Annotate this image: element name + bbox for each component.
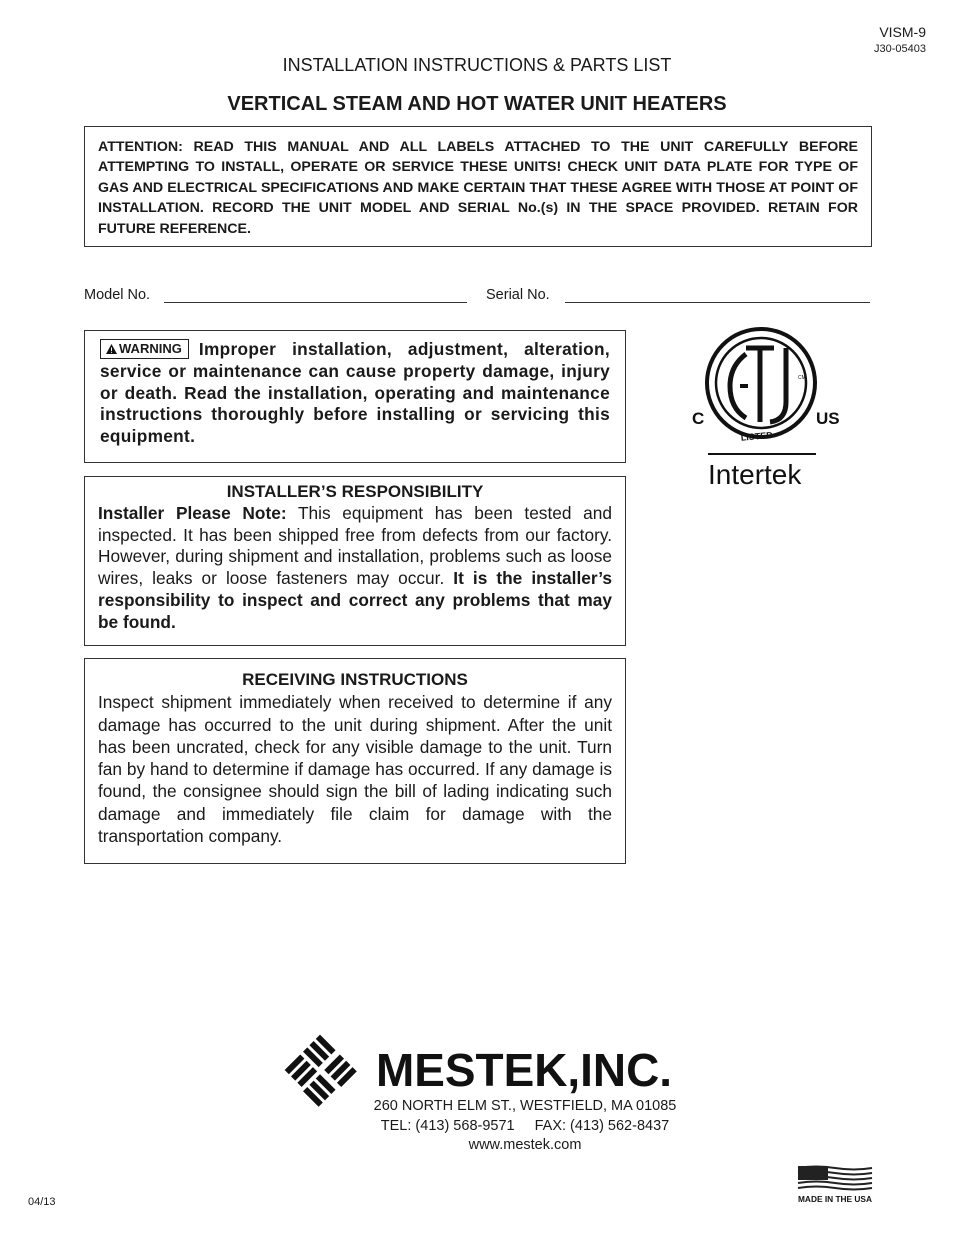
- installer-body: [98, 503, 612, 634]
- listed-mark: LISTED: [740, 429, 774, 443]
- company-fax: FAX: (413) 562-8437: [534, 1117, 670, 1134]
- made-in-usa-text: MADE IN THE USA: [798, 1194, 872, 1204]
- document-code: VISM-9: [879, 24, 926, 40]
- company-phones: [340, 1117, 710, 1137]
- receiving-instructions-box: [84, 658, 626, 864]
- document-subtitle: INSTALLATION INSTRUCTIONS & PARTS LIST: [282, 55, 672, 75]
- cm-mark: CM: [798, 375, 806, 381]
- warning-text: Improper installation, adjustment, alteration, service or maintenance can cause property damage, injury or death. Read the installation, operating and maintenance instructions thoroughly before installing or servicing this equipment.: [100, 339, 610, 447]
- warning-badge: [100, 339, 189, 359]
- model-number-field[interactable]: [164, 302, 467, 303]
- installer-emphasis: It is the installer’s responsibility to inspect and correct any problems that may be found.: [98, 568, 613, 632]
- serial-number-label: Serial No.: [486, 287, 550, 303]
- mestek-wordmark: MESTEK,INC.: [376, 1044, 672, 1096]
- us-mark: US: [816, 409, 840, 428]
- attention-notice: ATTENTION: READ THIS MANUAL AND ALL LABELS ATTACHED TO THE UNIT CAREFULLY BEFORE ATTEMPTING TO INSTALL, OPERATE OR SERVICE THESE UNITS! CHECK UNIT DATA PLATE FOR TYPE OF GAS AND ELECTRICAL SPECIFICATIONS AND MAKE CERTAIN THAT THESE AGREE WITH THOSE AT POINT OF INSTALLATION. RECORD THE UNIT MODEL AND SERIAL No.(s) IN THE SPACE PROVIDED. RETAIN FOR FUTURE REFERENCE.: [84, 126, 872, 247]
- canada-mark: C: [692, 409, 705, 428]
- receiving-body: Inspect shipment immediately when received to determine if any damage has occurred to the unit during shipment. After the unit has been uncrated, check for any visible damage to the unit. Turn fan by hand to determine if damage has occurred. If any damage is found, the consignee should sign the bill of lading indicating such damage and immediately file claim for damage with the transportation company.: [98, 692, 612, 847]
- company-address-block: [340, 1097, 710, 1156]
- warning-badge-label: WARNING: [119, 341, 182, 356]
- company-website[interactable]: www.mestek.com: [468, 1137, 582, 1153]
- etl-listed-logo: [688, 326, 848, 496]
- company-tel: TEL: (413) 568-9571: [380, 1117, 515, 1134]
- intertek-wordmark: Intertek: [708, 459, 802, 490]
- installer-text: This equipment has been tested and inspected. It has been shipped free from defects from our factory. However, during shipment and installation, problems such as loose wires, leaks or loose fasteners may occur.: [98, 502, 612, 589]
- company-address: 260 NORTH ELM ST., WESTFIELD, MA 01085: [373, 1098, 677, 1114]
- installer-heading: INSTALLER’S RESPONSIBILITY: [226, 482, 484, 501]
- receiving-heading: RECEIVING INSTRUCTIONS: [242, 670, 468, 689]
- document-title: VERTICAL STEAM AND HOT WATER UNIT HEATERS: [227, 93, 727, 115]
- part-number: J30-05403: [874, 43, 926, 55]
- warning-box: [84, 330, 626, 463]
- made-in-usa-badge: [796, 1164, 876, 1206]
- serial-number-field[interactable]: [565, 302, 870, 303]
- warning-triangle-icon: [106, 344, 117, 354]
- us-flag-icon: [798, 1166, 872, 1192]
- revision-date: 04/13: [28, 1196, 56, 1208]
- installer-lead: Installer Please Note:: [98, 502, 287, 523]
- model-number-label: Model No.: [84, 287, 151, 303]
- installer-responsibility-box: [84, 476, 626, 646]
